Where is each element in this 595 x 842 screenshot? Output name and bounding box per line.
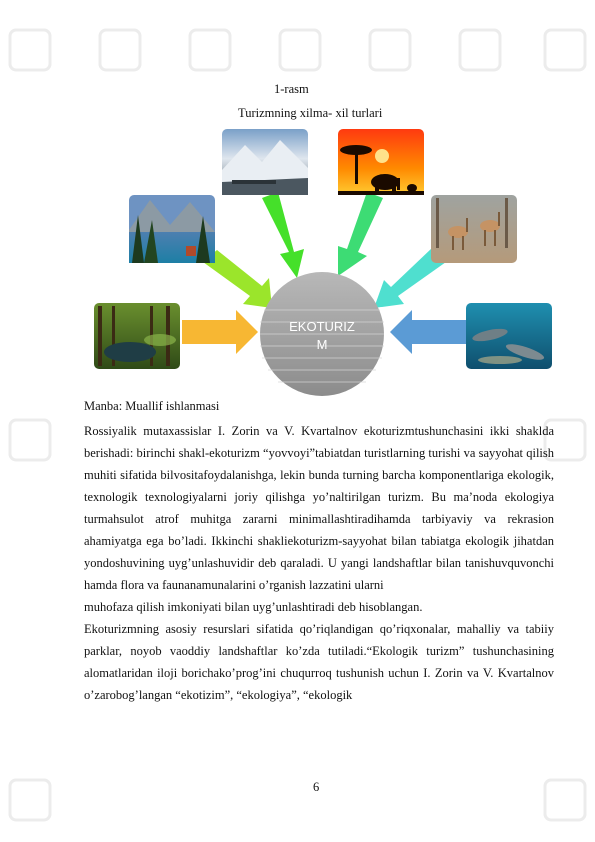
mountain-lake-photo [129,195,215,263]
arrow-green [262,192,304,278]
figure-title: Turizmning xilma- xil turlari [238,106,383,120]
snowy-mountain-photo [222,129,308,195]
page-number: 6 [313,780,320,794]
figure-source: Manba: Muallif ishlanmasi [84,399,220,413]
arrow-orange [182,310,258,354]
paragraph-2: muhofaza qilish imkoniyati bilan uyg’unlashtiradi deb hisoblangan. [84,600,423,614]
arrow-emerald [338,192,383,276]
savanna-sunset-elephant-photo [338,129,424,195]
eco-tourism-diagram [0,120,595,400]
center-label-line1: EKOTURIZ [289,319,355,334]
center-label-line2: M [316,337,328,352]
underwater-sharks-photo [466,303,552,369]
forest-stream-photo [94,303,180,369]
eco-tourism-circle [260,272,384,396]
paragraph-1: Rossiyalik mutaxassislar I. Zorin va V. Kvartalnov ekoturizmtushunchasini ikki shaklda berishadi: birinchi shakl-ekoturizm “yovvoyi”tabiatdan turistlarning turishi va sayyohat qilish muhiti sifatida bilvositafoydalanishga, lekin bunda turning barcha komponentlariga ekologik, texnologik texnologiyalarni joriy qilishga yo’naltirilgan turizm. Bu ma’noda ekologiya turmahsulot atrof muhitga zararni minimallashtiradihamda tarbiyaviy va rekrasion ahamiyatga ega bo’ladi. Ikkinchi shakliekoturizm-sayyohat bilan tabiatga ekologik jihatdan yondoshuvining uyg’unlashuvidir deb qaraladi. U yangi landshaftlar bilan tanishuvquvonchi hamda flora va faunanamunalarini o’rganish lazzatini ularni [84,424,554,592]
figure-label: 1-rasm [274,82,309,96]
body-text [84,420,554,706]
arrow-blue [390,310,466,354]
paragraph-3: Ekoturizmning asosiy resurslari sifatida qo’riqlandigan qo’riqxonalar, mahalliy va tabiiy parklar, noyob vaoddiy landshaftlar ko’zda tutiladi.“Ekologik turizm” tushunchasining alomatlaridan iloji borichako’prog’ini chuqurroq tushunish uchun I. Zorin va V. Kvartalnov o’zarobog’langan “ekotizim”, “ekologiya”, “ekologik [84,622,554,702]
antelopes-photo [431,195,517,263]
